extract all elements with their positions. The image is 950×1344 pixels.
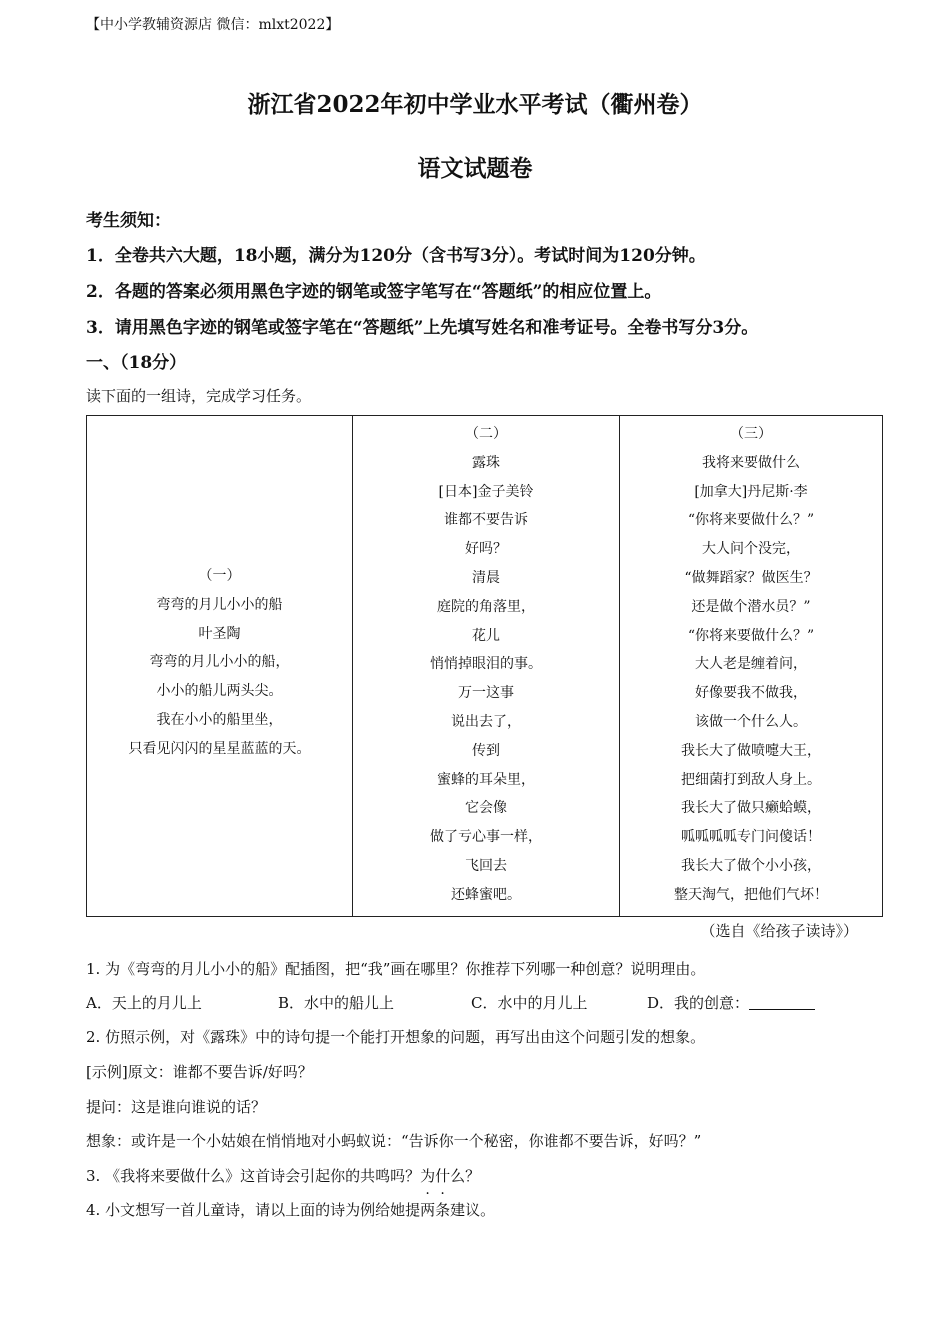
question-3: 3. 《我将来要做什么》这首诗会引起你的共鸣吗？为什么？: [86, 1167, 481, 1185]
poem-line: 做了亏心事一样，: [430, 829, 542, 846]
poem-line: [日本]金子美铃: [438, 483, 534, 500]
poem-line: 悄悄掉眼泪的事。: [430, 656, 542, 673]
question-1: 1. 为《弯弯的月儿小小的船》配插图，把“我”画在哪里？你推荐下列哪一种创意？说明理由。: [86, 960, 706, 978]
poem-line: 蜜蜂的耳朵里，: [437, 771, 535, 788]
poem-line: 把细菌打到敌人身上。: [681, 771, 821, 788]
exam-title: 浙江省2022年初中学业水平考试（衢州卷）: [247, 91, 703, 118]
poem-line: 我长大了做个小小孩，: [681, 857, 821, 874]
poem-cell-2: [353, 416, 620, 917]
notice-item: 1．全卷共六大题，18小题，满分为120分（含书写3分）。考试时间为120分钟。: [86, 246, 706, 266]
notice-item: 2．各题的答案必须用黑色字迹的钢笔或签字笔写在“答题纸”的相应位置上。: [86, 282, 662, 302]
poem-line: 庭院的角落里，: [437, 598, 535, 615]
section-heading: 一、（18分）: [86, 353, 187, 373]
poem-line: 叶圣陶: [198, 625, 241, 642]
poem-line: 它会像: [465, 800, 507, 817]
poem-line: 还是做个潜水员？”: [691, 598, 811, 615]
page-header: 【中小学教辅资源店 微信：mlxt2022】: [86, 17, 340, 33]
notice-item: 3．请用黑色字迹的钢笔或签字笔在“答题纸”上先填写姓名和准考证号。全卷书写分3分。: [86, 318, 759, 338]
question-2-example: [示例]原文：谁都不要告诉/好吗？: [86, 1063, 313, 1081]
poem-line: （一）: [198, 568, 241, 584]
exam-subtitle: 语文试题卷: [417, 155, 533, 182]
poem-line: 弯弯的月儿小小的船: [156, 596, 283, 613]
poem-line: 大人问个没完，: [702, 541, 800, 558]
question-4: [86, 1199, 495, 1220]
poem-line: “你将来要做什么？”: [687, 512, 815, 529]
poem-line: （二）: [465, 426, 507, 442]
poem-line: 传到: [472, 742, 500, 759]
poem-line: 只看见闪闪的星星蓝蓝的天。: [128, 740, 311, 757]
answer-blank: [749, 995, 815, 1010]
poem-cell-3: [620, 416, 883, 917]
poem-source: （选自《给孩子读诗》）: [700, 922, 858, 940]
poem-line: “你将来要做什么？”: [687, 627, 815, 644]
poem-line: （三）: [730, 426, 772, 442]
emphasis-char: 条: [435, 1201, 451, 1219]
poem-table: [86, 415, 883, 917]
question-4-end: 建议。: [450, 1201, 496, 1219]
poem-line: 好像要我不做我，: [695, 685, 807, 702]
poem-line: 大人老是缠着问，: [695, 656, 807, 673]
poem-line: 好吗？: [465, 541, 507, 558]
poem-line: 还蜂蜜吧。: [451, 886, 521, 903]
emphasis-char: 两: [420, 1201, 436, 1219]
poem-line: 露珠: [472, 454, 500, 471]
question-4-text: 4. 小文想写一首儿童诗，请以上面的诗为例给她提: [86, 1201, 421, 1219]
poem-line: 小小的船儿两头尖。: [156, 683, 283, 700]
poem-line: [加拿大]丹尼斯·李: [694, 483, 808, 500]
option-d: D．我的创意：: [647, 994, 750, 1012]
poem-cell-1: [87, 416, 353, 917]
option-b: B．水中的船儿上: [278, 994, 395, 1012]
poem-line: 万一这事: [458, 685, 514, 702]
section-intro: 读下面的一组诗，完成学习任务。: [86, 387, 312, 405]
poem-line: 弯弯的月儿小小的船，: [149, 654, 290, 671]
poem-line: 整天淘气，把他们气坏！: [674, 886, 828, 903]
poem-line: 清晨: [472, 569, 500, 586]
poem-line: 飞回去: [465, 857, 507, 874]
question-2-ask: 提问：这是谁向谁说的话？: [86, 1098, 267, 1116]
poem-line: “做舞蹈家？做医生？: [684, 569, 818, 586]
poem-line: 谁都不要告诉: [444, 512, 528, 529]
poem-line: 我将来要做什么: [702, 454, 800, 471]
poem-line: 我长大了做喷嚏大王，: [681, 742, 821, 759]
question-1-options: [86, 992, 815, 1013]
option-a: A．天上的月儿上: [86, 994, 202, 1012]
poem-line: 该做一个什么人。: [695, 713, 807, 730]
question-2-imagine: 想象：或许是一个小姑娘在悄悄地对小蚂蚁说：“告诉你一个秘密，你谁都不要告诉，好吗？”: [86, 1132, 702, 1150]
poem-line: 呱呱呱呱专门问傻话！: [681, 829, 821, 846]
notice-heading: 考生须知：: [86, 211, 171, 231]
poem-line: 花儿: [472, 627, 500, 644]
poem-line: 说出去了，: [451, 713, 521, 730]
option-c: C．水中的月儿上: [471, 994, 588, 1012]
poem-line: 我长大了做只癞蛤蟆，: [681, 800, 821, 817]
question-2: 2. 仿照示例，对《露珠》中的诗句提一个能打开想象的问题，再写出由这个问题引发的想象。: [86, 1028, 706, 1046]
poem-line: 我在小小的船里坐，: [156, 711, 283, 728]
